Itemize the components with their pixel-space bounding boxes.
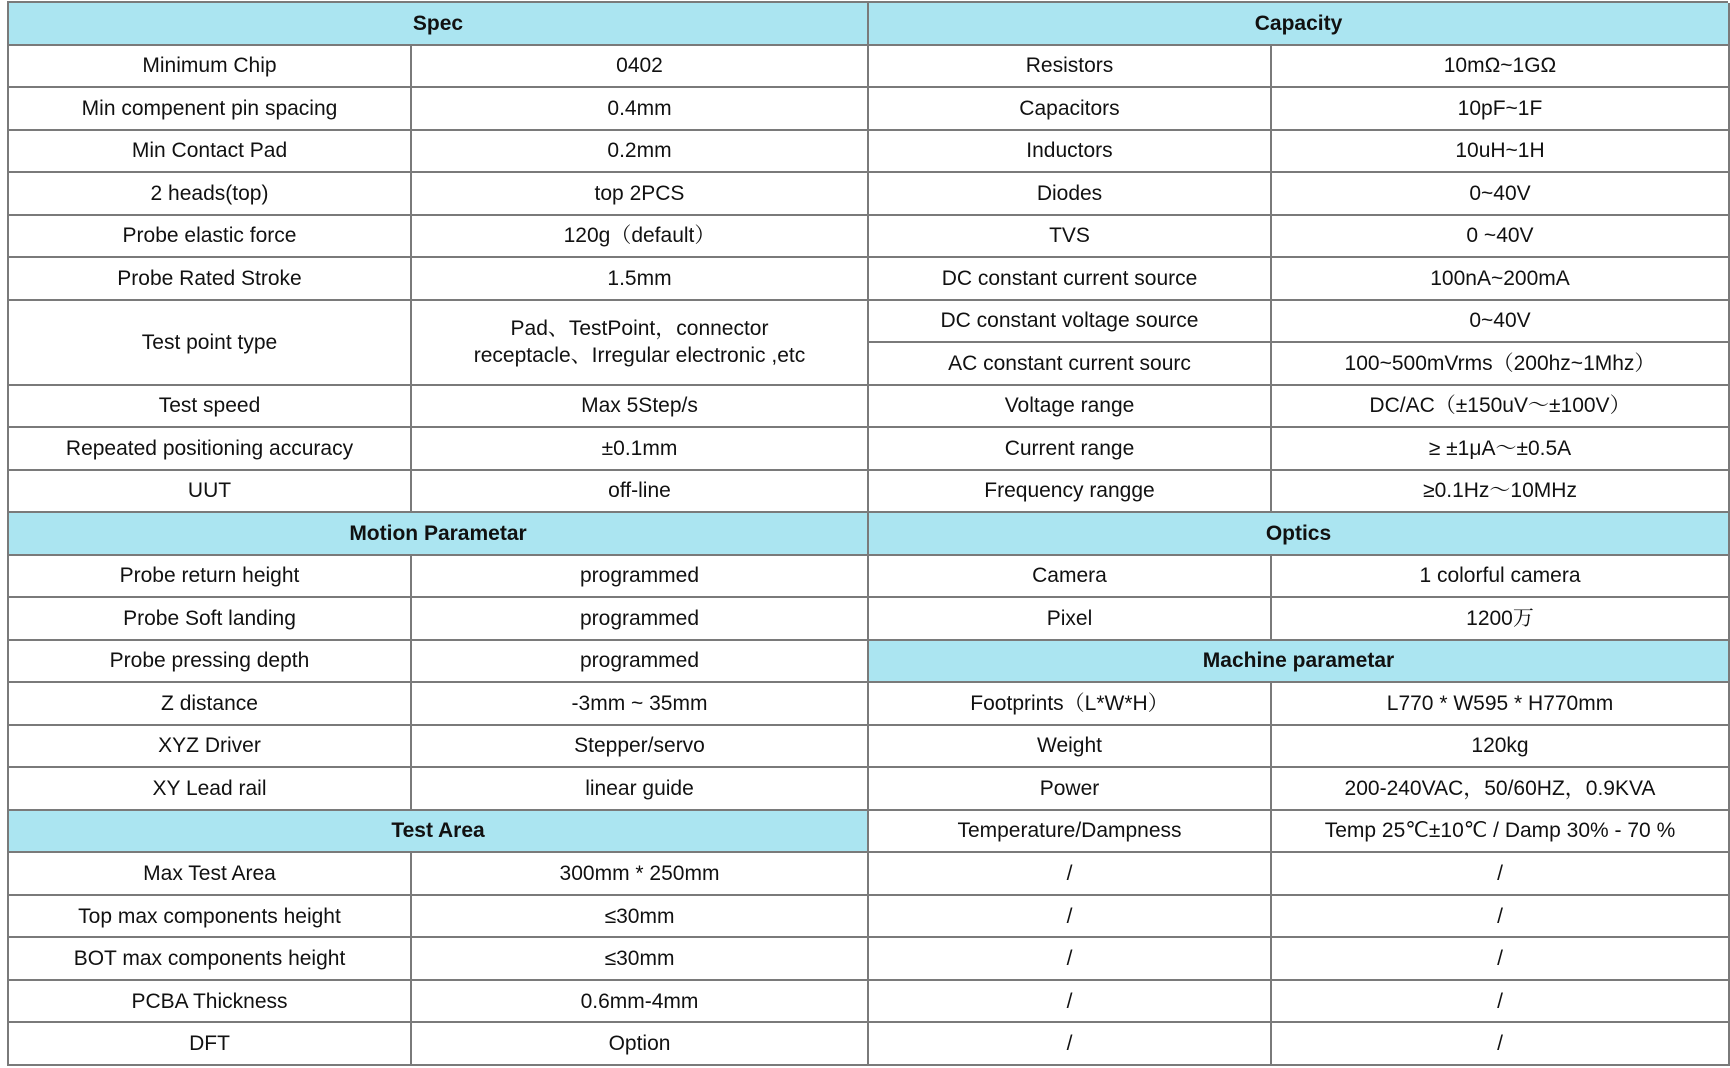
row-label: Weight [869, 726, 1272, 769]
row-label: Power [869, 768, 1272, 811]
row-value: L770 * W595 * H770mm [1272, 683, 1730, 726]
row-value: 300mm * 250mm [412, 853, 869, 896]
row-value: 100nA~200mA [1272, 258, 1730, 301]
row-label: TVS [869, 216, 1272, 259]
row-value: / [1272, 853, 1730, 896]
section-header-motion: Motion Parametar [9, 513, 869, 556]
row-label: BOT max components height [9, 938, 412, 981]
row-label: Min compenent pin spacing [9, 88, 412, 131]
row-value: 200-240VAC，50/60HZ，0.9KVA [1272, 768, 1730, 811]
row-label: Probe Rated Stroke [9, 258, 412, 301]
row-value: / [1272, 1023, 1730, 1066]
row-value: 0.6mm-4mm [412, 981, 869, 1024]
row-value: Max 5Step/s [412, 386, 869, 429]
row-label: / [869, 853, 1272, 896]
row-value: 0.4mm [412, 88, 869, 131]
row-value: -3mm ~ 35mm [412, 683, 869, 726]
row-label: Resistors [869, 46, 1272, 89]
row-value: / [1272, 896, 1730, 939]
row-value: Temp 25℃±10℃ / Damp 30% - 70 % [1272, 811, 1730, 854]
row-value: programmed [412, 641, 869, 684]
row-value: 1 colorful camera [1272, 556, 1730, 599]
section-header-capacity: Capacity [869, 3, 1730, 46]
row-label: Capacitors [869, 88, 1272, 131]
row-label: Footprints（L*W*H） [869, 683, 1272, 726]
row-value: top 2PCS [412, 173, 869, 216]
row-label: Inductors [869, 131, 1272, 174]
row-value: 0.2mm [412, 131, 869, 174]
row-value: 10pF~1F [1272, 88, 1730, 131]
row-value: 120kg [1272, 726, 1730, 769]
row-label: Probe elastic force [9, 216, 412, 259]
row-value: ≤30mm [412, 896, 869, 939]
row-value: 0402 [412, 46, 869, 89]
row-value: 10mΩ~1GΩ [1272, 46, 1730, 89]
row-value: ≤30mm [412, 938, 869, 981]
row-label: Test point type [9, 301, 412, 386]
row-label: Frequency rangge [869, 471, 1272, 514]
row-value: linear guide [412, 768, 869, 811]
row-value: programmed [412, 598, 869, 641]
row-label: Repeated positioning accuracy [9, 428, 412, 471]
row-value: off-line [412, 471, 869, 514]
row-value: / [1272, 981, 1730, 1024]
row-value: 10uH~1H [1272, 131, 1730, 174]
row-label: 2 heads(top) [9, 173, 412, 216]
row-label: / [869, 896, 1272, 939]
spec-table [7, 1, 1728, 1066]
row-value: ±0.1mm [412, 428, 869, 471]
row-label: Voltage range [869, 386, 1272, 429]
row-label: Minimum Chip [9, 46, 412, 89]
row-value: Option [412, 1023, 869, 1066]
row-label: UUT [9, 471, 412, 514]
section-header-spec: Spec [9, 3, 869, 46]
row-label: DC constant voltage source [869, 301, 1272, 344]
section-header-machine: Machine parametar [869, 641, 1730, 684]
row-label: / [869, 938, 1272, 981]
row-value: programmed [412, 556, 869, 599]
row-value: 0~40V [1272, 173, 1730, 216]
row-value: Pad、TestPoint，connector receptacle、Irregular electronic ,etc [412, 301, 869, 386]
row-label: Min Contact Pad [9, 131, 412, 174]
row-label: XY Lead rail [9, 768, 412, 811]
row-label: Probe Soft landing [9, 598, 412, 641]
row-value: 120g（default） [412, 216, 869, 259]
section-header-optics: Optics [869, 513, 1730, 556]
row-label: Camera [869, 556, 1272, 599]
row-label: / [869, 981, 1272, 1024]
row-value: / [1272, 938, 1730, 981]
row-label: Current range [869, 428, 1272, 471]
row-value: ≥0.1Hz～10MHz [1272, 471, 1730, 514]
row-label: Probe return height [9, 556, 412, 599]
row-value: DC/AC（±150uV～±100V） [1272, 386, 1730, 429]
row-value: 1200万 [1272, 598, 1730, 641]
row-label: AC constant current sourc [869, 343, 1272, 386]
row-value: 0~40V [1272, 301, 1730, 344]
row-label: / [869, 1023, 1272, 1066]
row-label: Max Test Area [9, 853, 412, 896]
row-label: Pixel [869, 598, 1272, 641]
row-value: 1.5mm [412, 258, 869, 301]
row-label: Top max components height [9, 896, 412, 939]
row-label: Diodes [869, 173, 1272, 216]
row-label: Temperature/Dampness [869, 811, 1272, 854]
row-value: 100~500mVrms（200hz~1Mhz） [1272, 343, 1730, 386]
row-label: Z distance [9, 683, 412, 726]
row-value: 0 ~40V [1272, 216, 1730, 259]
row-label: Test speed [9, 386, 412, 429]
row-label: XYZ Driver [9, 726, 412, 769]
section-header-test-area: Test Area [9, 811, 869, 854]
row-label: PCBA Thickness [9, 981, 412, 1024]
row-value: ≥ ±1μA～±0.5A [1272, 428, 1730, 471]
row-label: DFT [9, 1023, 412, 1066]
row-value: Stepper/servo [412, 726, 869, 769]
row-label: DC constant current source [869, 258, 1272, 301]
row-label: Probe pressing depth [9, 641, 412, 684]
